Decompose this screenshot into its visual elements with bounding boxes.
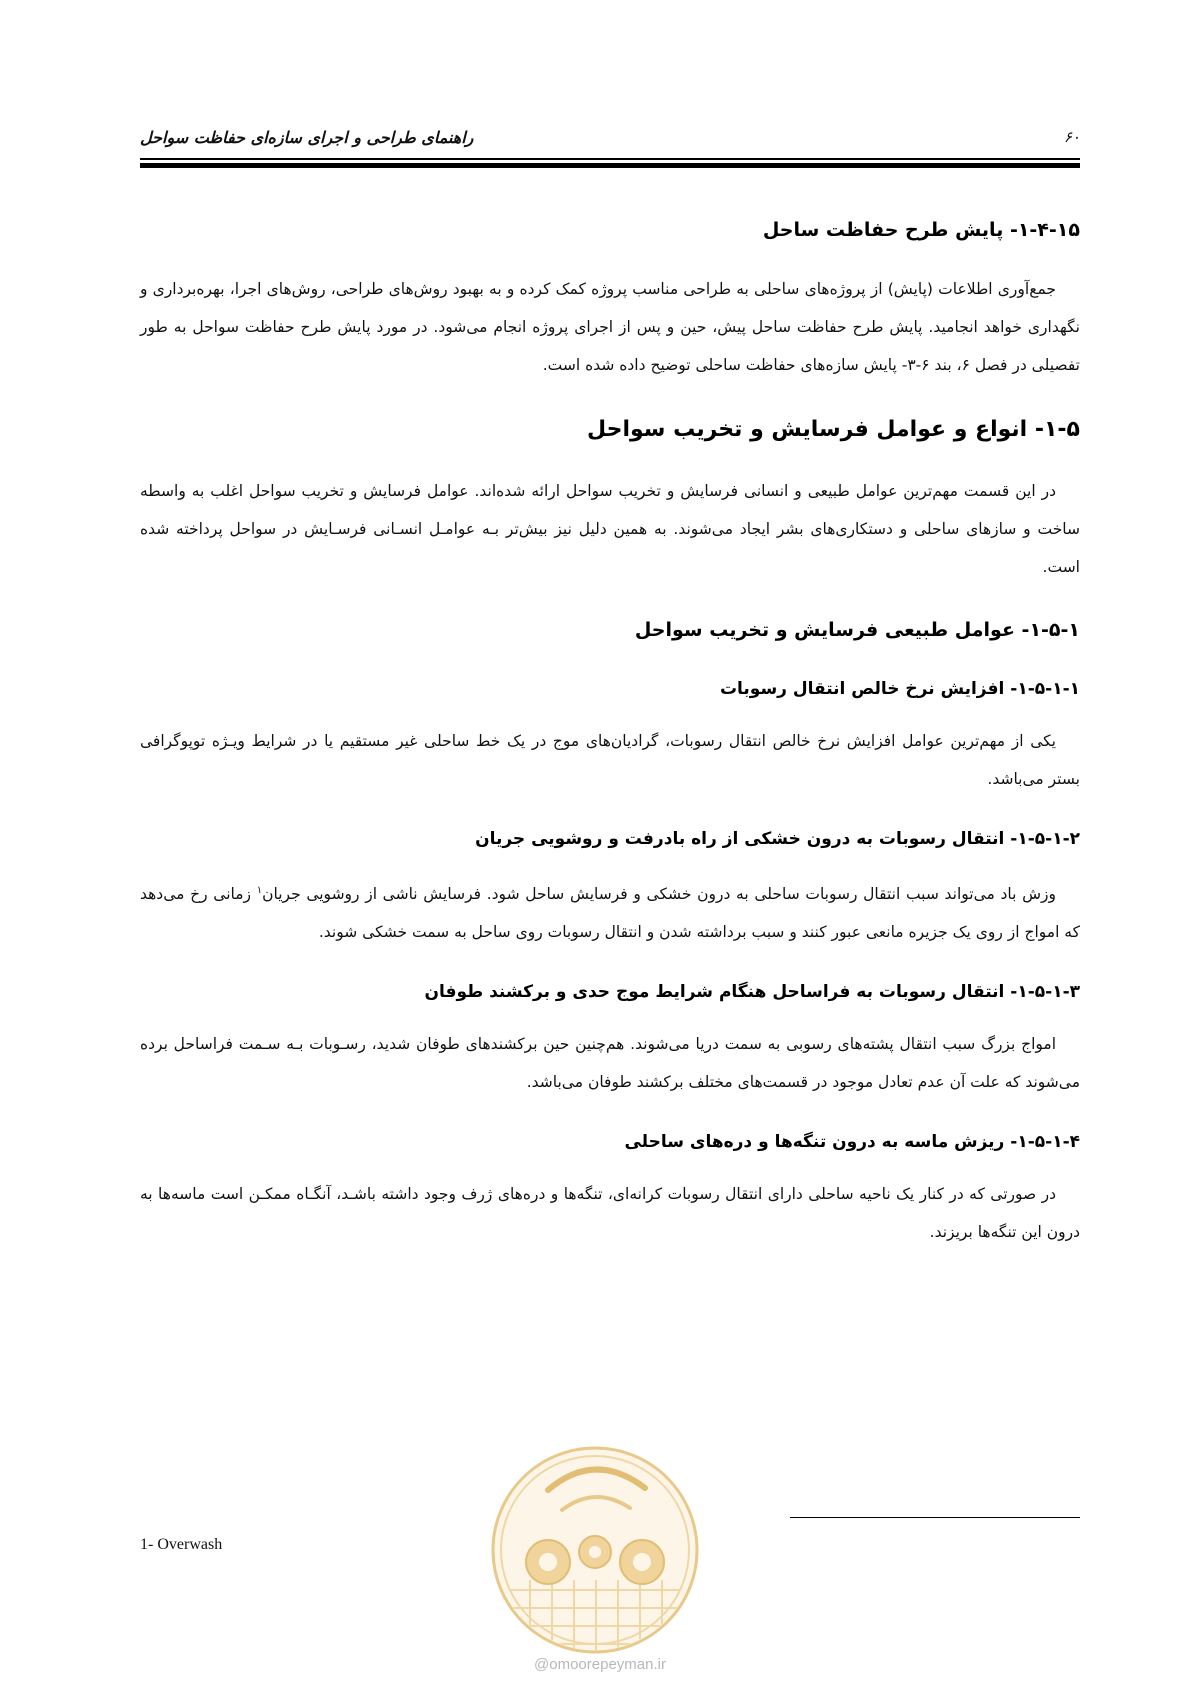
page-number: ۶۰ xyxy=(1063,128,1080,146)
page-content xyxy=(140,216,1080,1251)
section-heading-erosion-types: ۱-۵- انواع و عوامل فرسایش و تخریب سواحل xyxy=(586,417,1080,442)
paragraph-part-a: وزش باد می‌تواند سبب انتقال رسوبات ساحلی به درون خشکی و فرسایش ساحل شود. فرسایش ناشی از روشویی جریان xyxy=(262,885,1057,904)
footnote-rule xyxy=(790,1517,1080,1518)
paragraph-monitoring: جمع‌آوری اطلاعات (پایش) از پروژه‌های ساحلی به طراحی مناسب پروژه کمک کرده و به بهبود روش‌های طراحی، روش‌های اجرا، بهره‌برداری و نگهداری خواهد انجامید. پایش طرح حفاظت ساحل پیش، حین و پس از اجرای پروژه انجام می‌شود. در مورد پایش طرح حفاظت سواحل به طور تفصیلی در فصل ۶، بند ۶-۳- پایش سازه‌های حفاظت ساحلی توضیح داده شده است. xyxy=(140,280,1080,374)
paragraph-offshore-storm: امواج بزرگ سبب انتقال پشته‌های رسوبی به سمت دریا می‌شوند. هم‌چنین حین برکشندهای طوفان شدید، رسـوبات بـه سـمت فراساحل برده می‌شوند که علت آن عدم تعادل موجود در قسمت‌های مختلف برکشند طوفان می‌باشد. xyxy=(140,1035,1080,1092)
section-heading-net-transport: ۱-۵-۱-۱- افزایش نرخ خالص انتقال رسوبات xyxy=(719,679,1080,699)
footnote-overwash: 1- Overwash xyxy=(140,1536,223,1553)
section-heading-canyon-loss: ۱-۵-۱-۴- ریزش ماسه به درون تنگه‌ها و دره‌های ساحلی xyxy=(624,1132,1080,1153)
section-heading-natural-factors: ۱-۵-۱- عوامل طبیعی فرسایش و تخریب سواحل xyxy=(634,619,1080,641)
paragraph-net-transport: یکی از مهم‌ترین عوامل افزایش نرخ خالص انتقال رسوبات، گرادیان‌های موج در یک خط ساحلی غیر مستقیم یا در شرایط ویـژه توپوگرافی بستر می‌باشد. xyxy=(140,732,1080,788)
paragraph-erosion-types: در این قسمت مهم‌ترین عوامل طبیعی و انسانی فرسایش و تخریب سواحل ارائه شده‌اند. عوامل فرسایش و تخریب سواحل اغلب به واسطه ساخت و سازهای ساحلی و دستکاری‌های بشر ایجاد می‌شوند. به همین دلیل نیز بیش‌تر بـه عوامـل انسـانی فرسـایش در سواحل پرداخته شده است. xyxy=(140,482,1080,576)
footnote-reference[interactable]: ۱ xyxy=(256,885,263,896)
header-rule-thin xyxy=(140,158,1080,160)
paragraph-canyon-loss: در صورتی که در کنار یک ناحیه ساحلی دارای انتقال رسوبات کرانه‌ای، تنگه‌ها و دره‌های ژرف وجود داشته باشـد، آنگـاه ممکـن است ماسه‌ها به درون این تنگه‌ها بریزند. xyxy=(140,1185,1080,1242)
gear-seal-logo-icon xyxy=(470,1440,720,1660)
section-heading-offshore-storm: ۱-۵-۱-۳- انتقال رسوبات به فراساحل هنگام شرایط موج حدی و برکشند طوفان xyxy=(424,982,1080,1003)
running-header xyxy=(140,120,1080,150)
section-heading-windblown-overwash: ۱-۵-۱-۲- انتقال رسوبات به درون خشکی از راه بادرفت و روشویی جریان xyxy=(475,829,1080,849)
watermark-url: @omoorepeyman.ir xyxy=(534,1656,666,1673)
section-heading-monitoring: ۱-۴-۱۵- پایش طرح حفاظت ساحل xyxy=(762,219,1080,241)
watermark-seal xyxy=(470,1440,720,1660)
header-rule-thick xyxy=(140,163,1080,168)
paragraph-part-b: زمانی رخ می‌دهد که امواج از روی یک جزیره مانعی عبور کنند و سبب برداشته شدن و انتقال رسوبات روی ساحل به سمت خشکی شوند. xyxy=(140,885,1080,942)
paragraph-windblown-overwash xyxy=(140,872,1080,951)
running-title: راهنمای طراحی و اجرای سازه‌ای حفاظت سواحل xyxy=(140,128,474,147)
